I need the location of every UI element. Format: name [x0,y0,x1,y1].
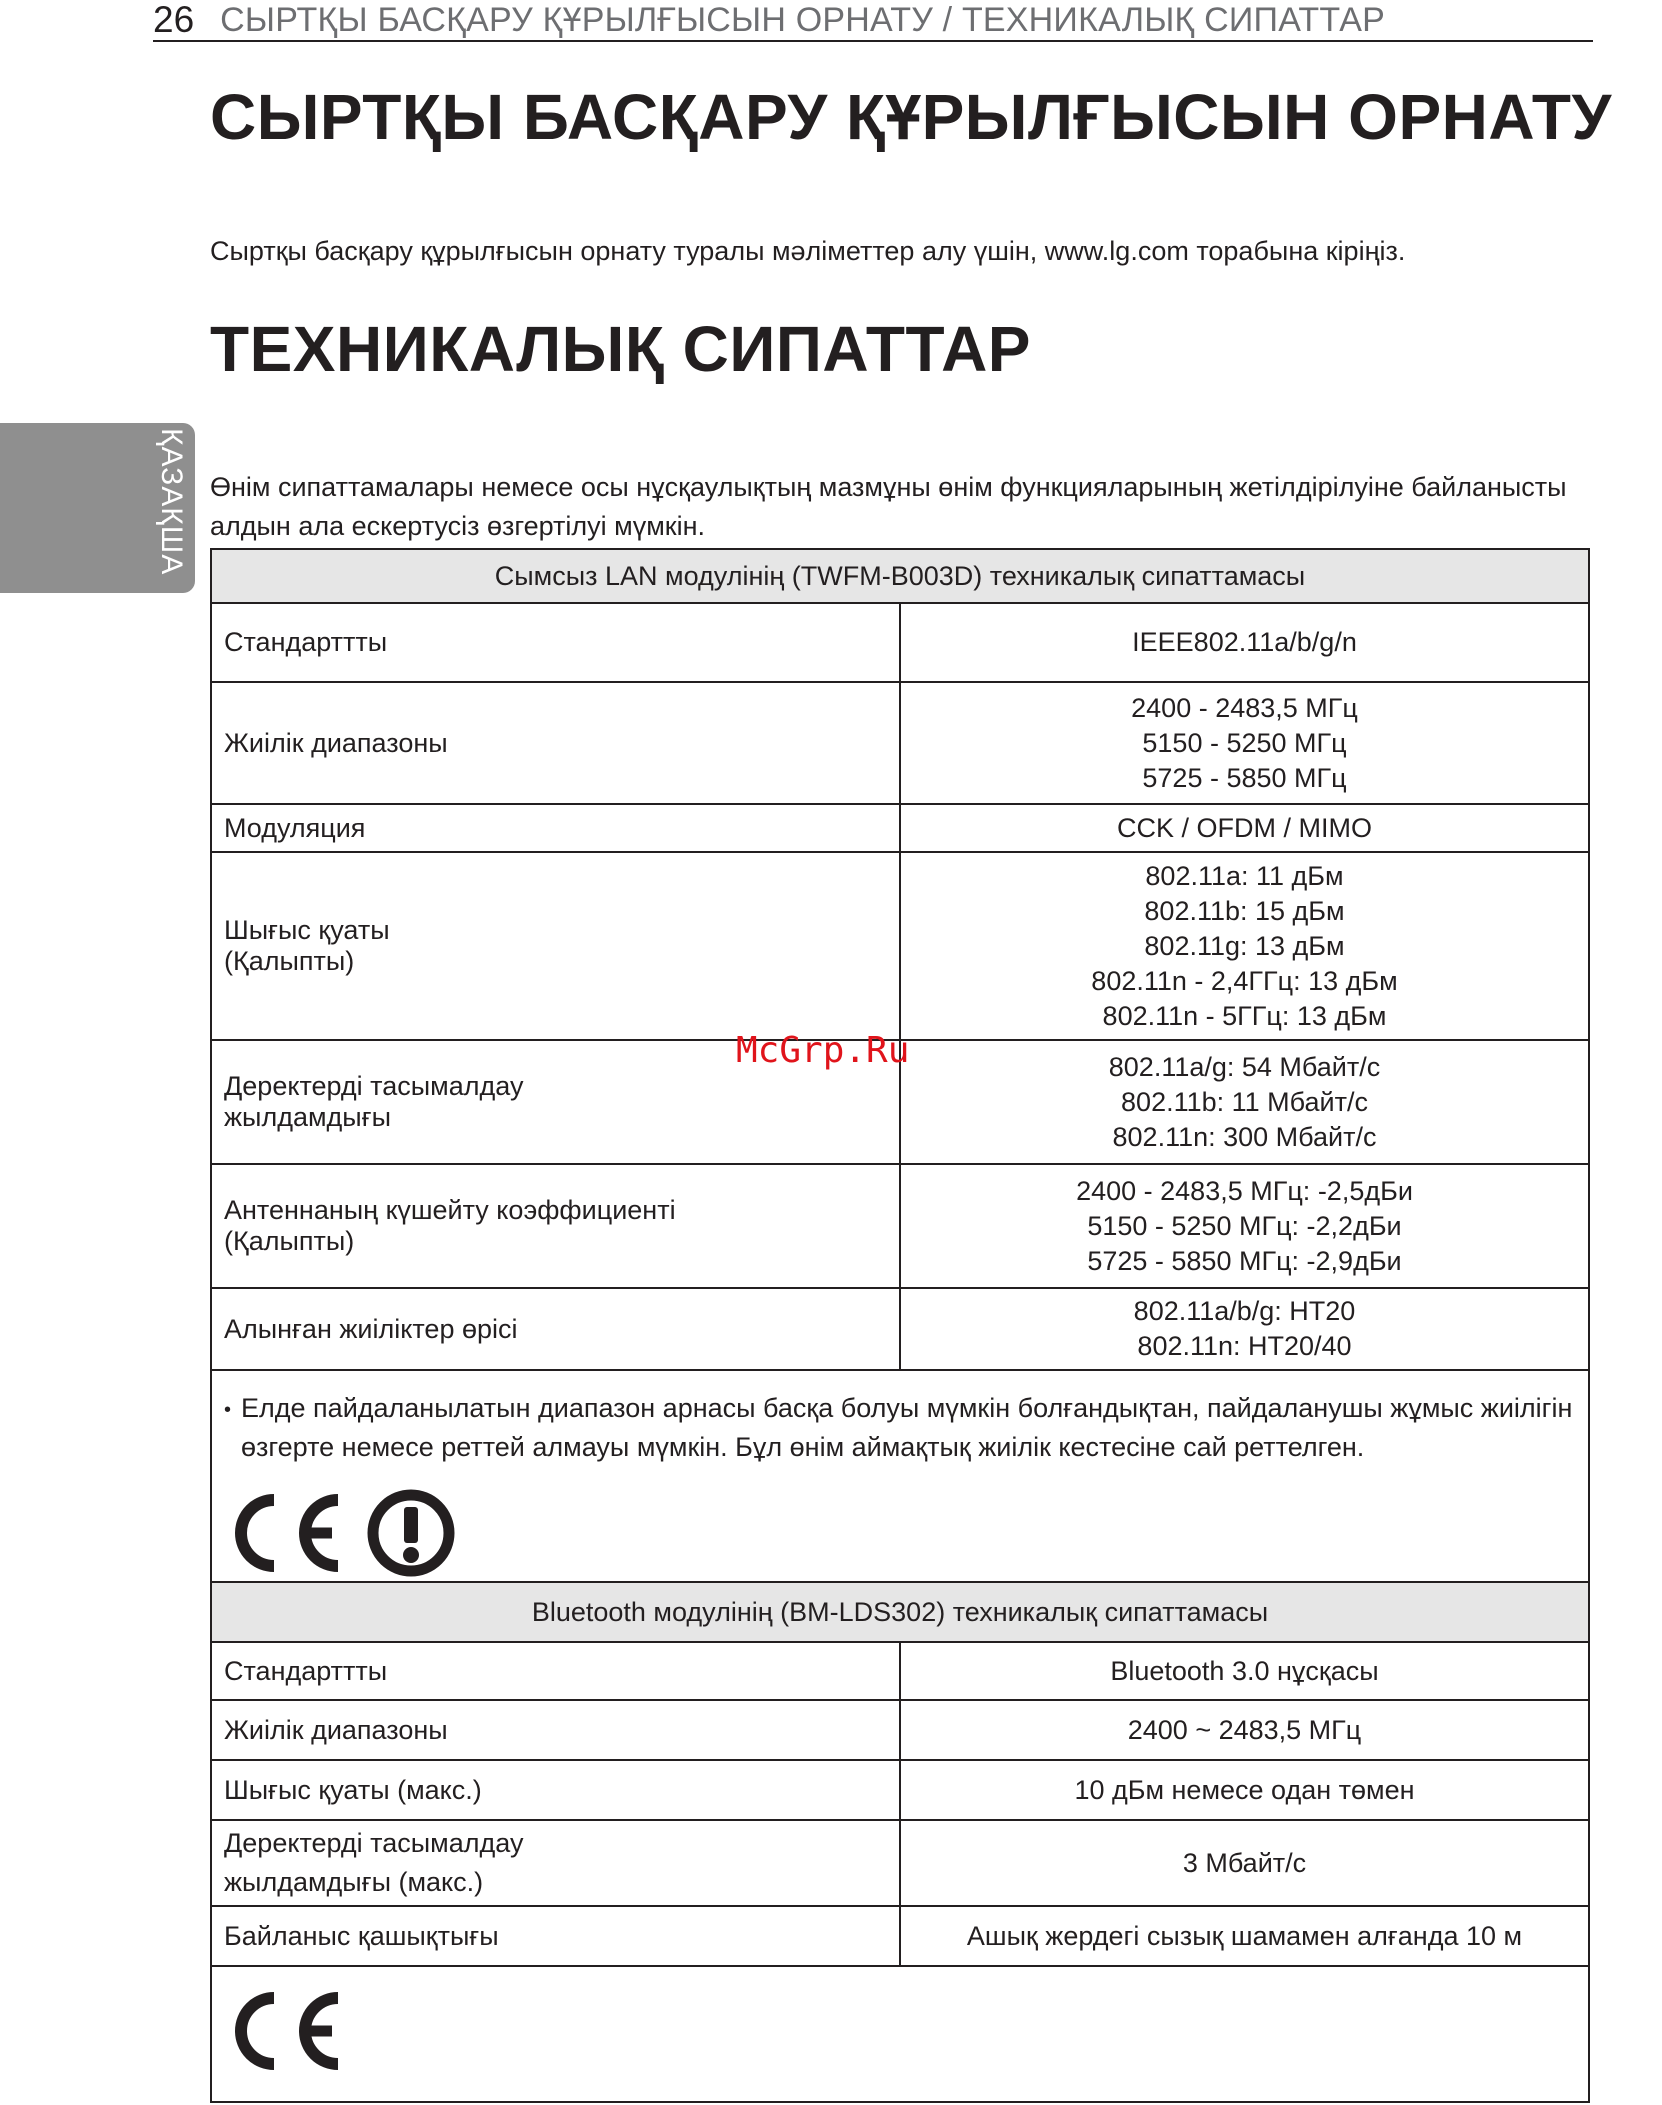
spec-key: Деректерді тасымалдау жылдамдығы (макс.) [211,1820,900,1906]
wlan-note-row [211,1370,1589,1596]
spec-value: IEEE802.11a/b/g/n [900,603,1589,682]
spec-value: 802.11a/g: 54 Мбайт/с 802.11b: 11 Мбайт/с 802.11n: 300 Мбайт/с [900,1040,1589,1164]
table-row [211,1760,1589,1820]
wlan-certification-marks [224,1487,1576,1579]
wlan-spec-table [210,548,1590,1597]
spec-key: Модуляция [211,804,900,852]
table-row [211,1700,1589,1760]
spec-key: Стандарттты [211,603,900,682]
spec-key: Стандарттты [211,1642,900,1700]
bt-table-title-row [211,1582,1589,1642]
page-number: 26 [153,0,195,40]
table-row [211,1164,1589,1288]
alert-mark-icon [366,1488,456,1578]
spec-key: Алынған жиіліктер өрісі [211,1288,900,1370]
spec-value: 2400 - 2483,5 МГц 5150 - 5250 МГц 5725 - 5850 МГц [900,682,1589,804]
install-paragraph: Сыртқы басқару құрылғысын орнату туралы мәліметтер алу үшін, www.lg.com торабына кіріңіз. [210,236,1406,266]
spec-key: Жиілік диапазоны [211,1700,900,1760]
table-row [211,1642,1589,1700]
wlan-note-cell [211,1370,1589,1596]
spec-value: 802.11a/b/g: HT20 802.11n: HT20/40 [900,1288,1589,1370]
specs-notice-paragraph: Өнім сипаттамалары немесе осы нұсқаулықтың мазмұны өнім функцияларының жетілдірілуіне байланысты алдын ала ескертусіз өзгертілуі мүмкін. [210,472,1567,541]
ce-mark-icon [224,1988,344,2074]
table-row [211,1906,1589,1966]
tech-specs-heading: ТЕХНИКАЛЫҚ СИПАТТАР [210,313,1031,385]
ce-mark-icon [224,1490,344,1576]
spec-key: Жиілік диапазоны [211,682,900,804]
table-row [211,1820,1589,1906]
running-title: СЫРТҚЫ БАСҚАРУ ҚҰРЫЛҒЫСЫН ОРНАТУ / ТЕХНИКАЛЫҚ СИПАТТАР [220,0,1385,39]
spec-value: Ашық жердегі сызық шамамен алғанда 10 м [900,1906,1589,1966]
table-row [211,1288,1589,1370]
spec-value: 2400 ~ 2483,5 МГц [900,1700,1589,1760]
table-row [211,852,1589,1040]
language-side-tab-label: ҚАЗАҚША [155,428,188,576]
spec-key: Шығыс қуаты (макс.) [211,1760,900,1820]
spec-key: Антеннаның күшейту коэффициенті (Қалыпты) [211,1164,900,1288]
bt-marks-cell [211,1966,1589,2102]
spec-value: 802.11a: 11 дБм 802.11b: 15 дБм 802.11g: 13 дБм 802.11n - 2,4ГГц: 13 дБм 802.11n - 5ГГц: 13 дБм [900,852,1589,1040]
watermark-text: McGrp.Ru [736,1030,910,1071]
bluetooth-spec-table [210,1581,1590,2103]
spec-key: Байланыс қашықтығы [211,1906,900,1966]
spec-value: Bluetooth 3.0 нұсқасы [900,1642,1589,1700]
bt-marks-row [211,1966,1589,2102]
wlan-note-text: Елде пайдаланылатын диапазон арнасы басқа болуы мүмкін болғандықтан, пайдаланушы жұмыс жиілігін өзгерте немесе реттей алмауы мүмкін. Бұл өнім аймақтық жиілік кестесіне сай реттелген. [241,1393,1573,1462]
table-row [211,682,1589,804]
wlan-table-title-row [211,549,1589,603]
spec-key: Деректерді тасымалдау жылдамдығы [211,1040,900,1164]
spec-value: CCK / OFDM / MIMO [900,804,1589,852]
spec-value: 2400 - 2483,5 МГц: -2,5дБи 5150 - 5250 МГц: -2,2дБи 5725 - 5850 МГц: -2,9дБи [900,1164,1589,1288]
table-row [211,804,1589,852]
spec-value: 3 Мбайт/с [900,1820,1589,1906]
spec-key: Шығыс қуаты (Қалыпты) [211,852,900,1040]
page-header [153,0,1593,42]
bullet-icon: • [224,1399,232,1421]
table-row [211,603,1589,682]
wlan-note [224,1389,1576,1467]
wlan-table-title: Сымсыз LAN модулінің (TWFM-B003D) техникалық сипаттамасы [211,549,1589,603]
install-heading: СЫРТҚЫ БАСҚАРУ ҚҰРЫЛҒЫСЫН ОРНАТУ [210,81,1612,153]
spec-value: 10 дБм немесе одан төмен [900,1760,1589,1820]
bt-table-title: Bluetooth модулінің (BM-LDS302) техникалық сипаттамасы [211,1582,1589,1642]
